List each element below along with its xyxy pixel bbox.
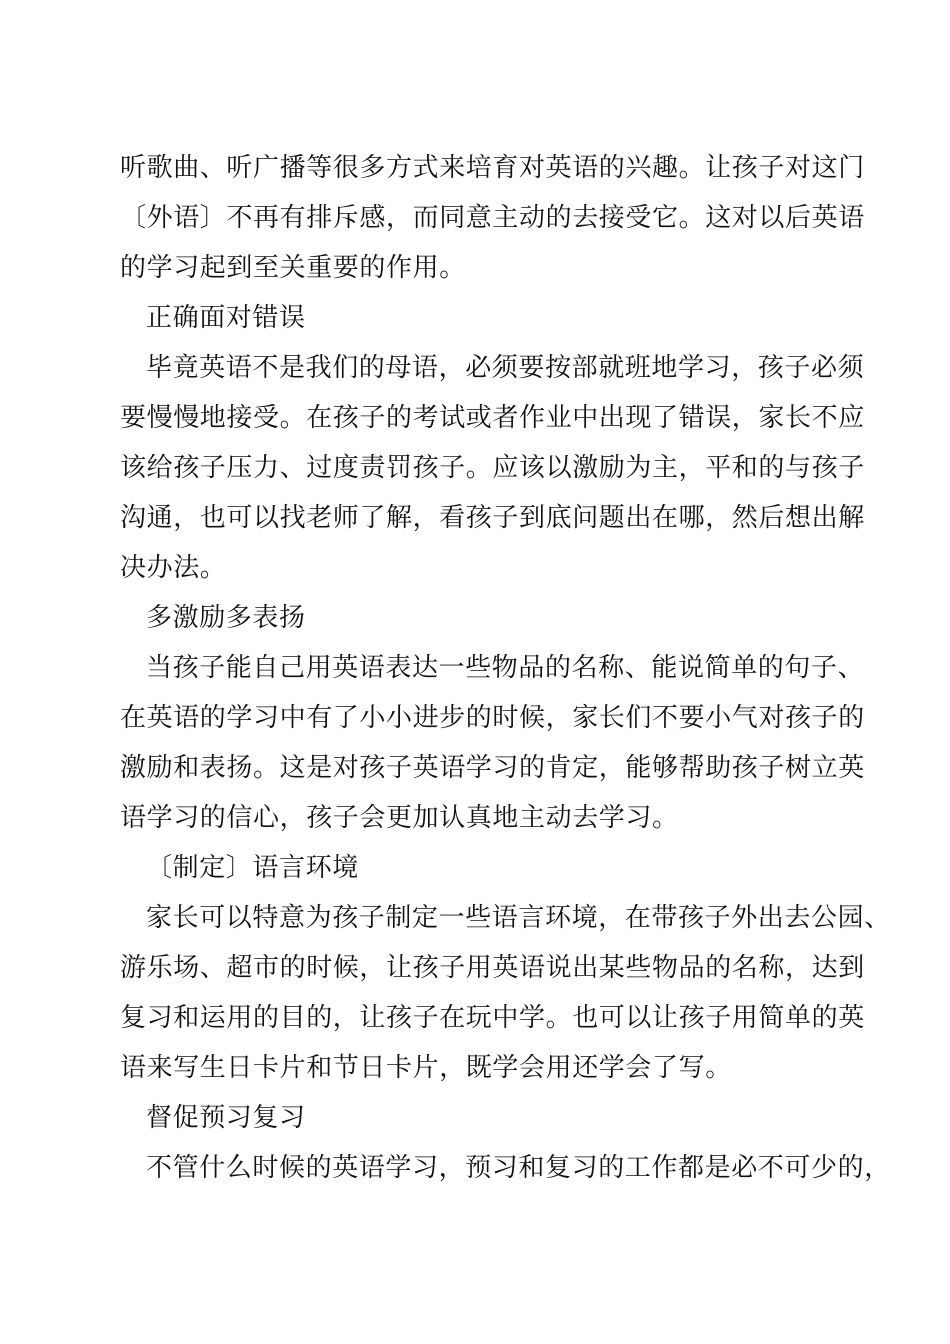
body-text-line: 〔外语〕不再有排斥感，而同意主动的去接受它。这对以后英语 [120,203,865,233]
body-text-line: 决办法。 [120,553,227,583]
body-text-line: 要慢慢地接受。在孩子的考试或者作业中出现了错误，家长不应 [120,403,865,433]
body-text-line: 语学习的信心，孩子会更加认真地主动去学习。 [120,803,679,833]
section-heading-correct-mistakes: 正确面对错误 [146,303,306,333]
body-text-line: 毕竟英语不是我们的母语，必须要按部就班地学习，孩子必须 [146,353,865,383]
body-text-line: 的学习起到至关重要的作用。 [120,253,466,283]
body-text-line: 听歌曲、听广播等很多方式来培育对英语的兴趣。让孩子对这门 [120,153,865,183]
body-text-line: 沟通，也可以找老师了解，看孩子到底问题出在哪，然后想出解 [120,503,865,533]
section-heading-encourage-praise: 多激励多表扬 [146,603,306,633]
body-text-line: 当孩子能自己用英语表达一些物品的名称、能说简单的句子、 [146,653,865,683]
body-text-line: 语来写生日卡片和节日卡片，既学会用还学会了写。 [120,1053,732,1083]
body-text-line: 家长可以特意为孩子制定一些语言环境，在带孩子外出去公园、 [146,903,891,933]
body-text-line: 复习和运用的目的，让孩子在玩中学。也可以让孩子用简单的英 [120,1003,865,1033]
document-body [120,143,891,1193]
body-text-line: 激励和表扬。这是对孩子英语学习的肯定，能够帮助孩子树立英 [120,753,865,783]
body-text-line: 该给孩子压力、过度责罚孩子。应该以激励为主，平和的与孩子 [120,453,865,483]
body-text-line: 游乐场、超市的时候，让孩子用英语说出某些物品的名称，达到 [120,953,865,983]
body-text-line: 不管什么时候的英语学习，预习和复习的工作都是必不可少的， [146,1153,891,1183]
body-text-line: 在英语的学习中有了小小进步的时候，家长们不要小气对孩子的 [120,703,865,733]
section-heading-language-environment: 〔制定〕语言环境 [146,853,359,883]
section-heading-preview-review: 督促预习复习 [146,1103,306,1133]
